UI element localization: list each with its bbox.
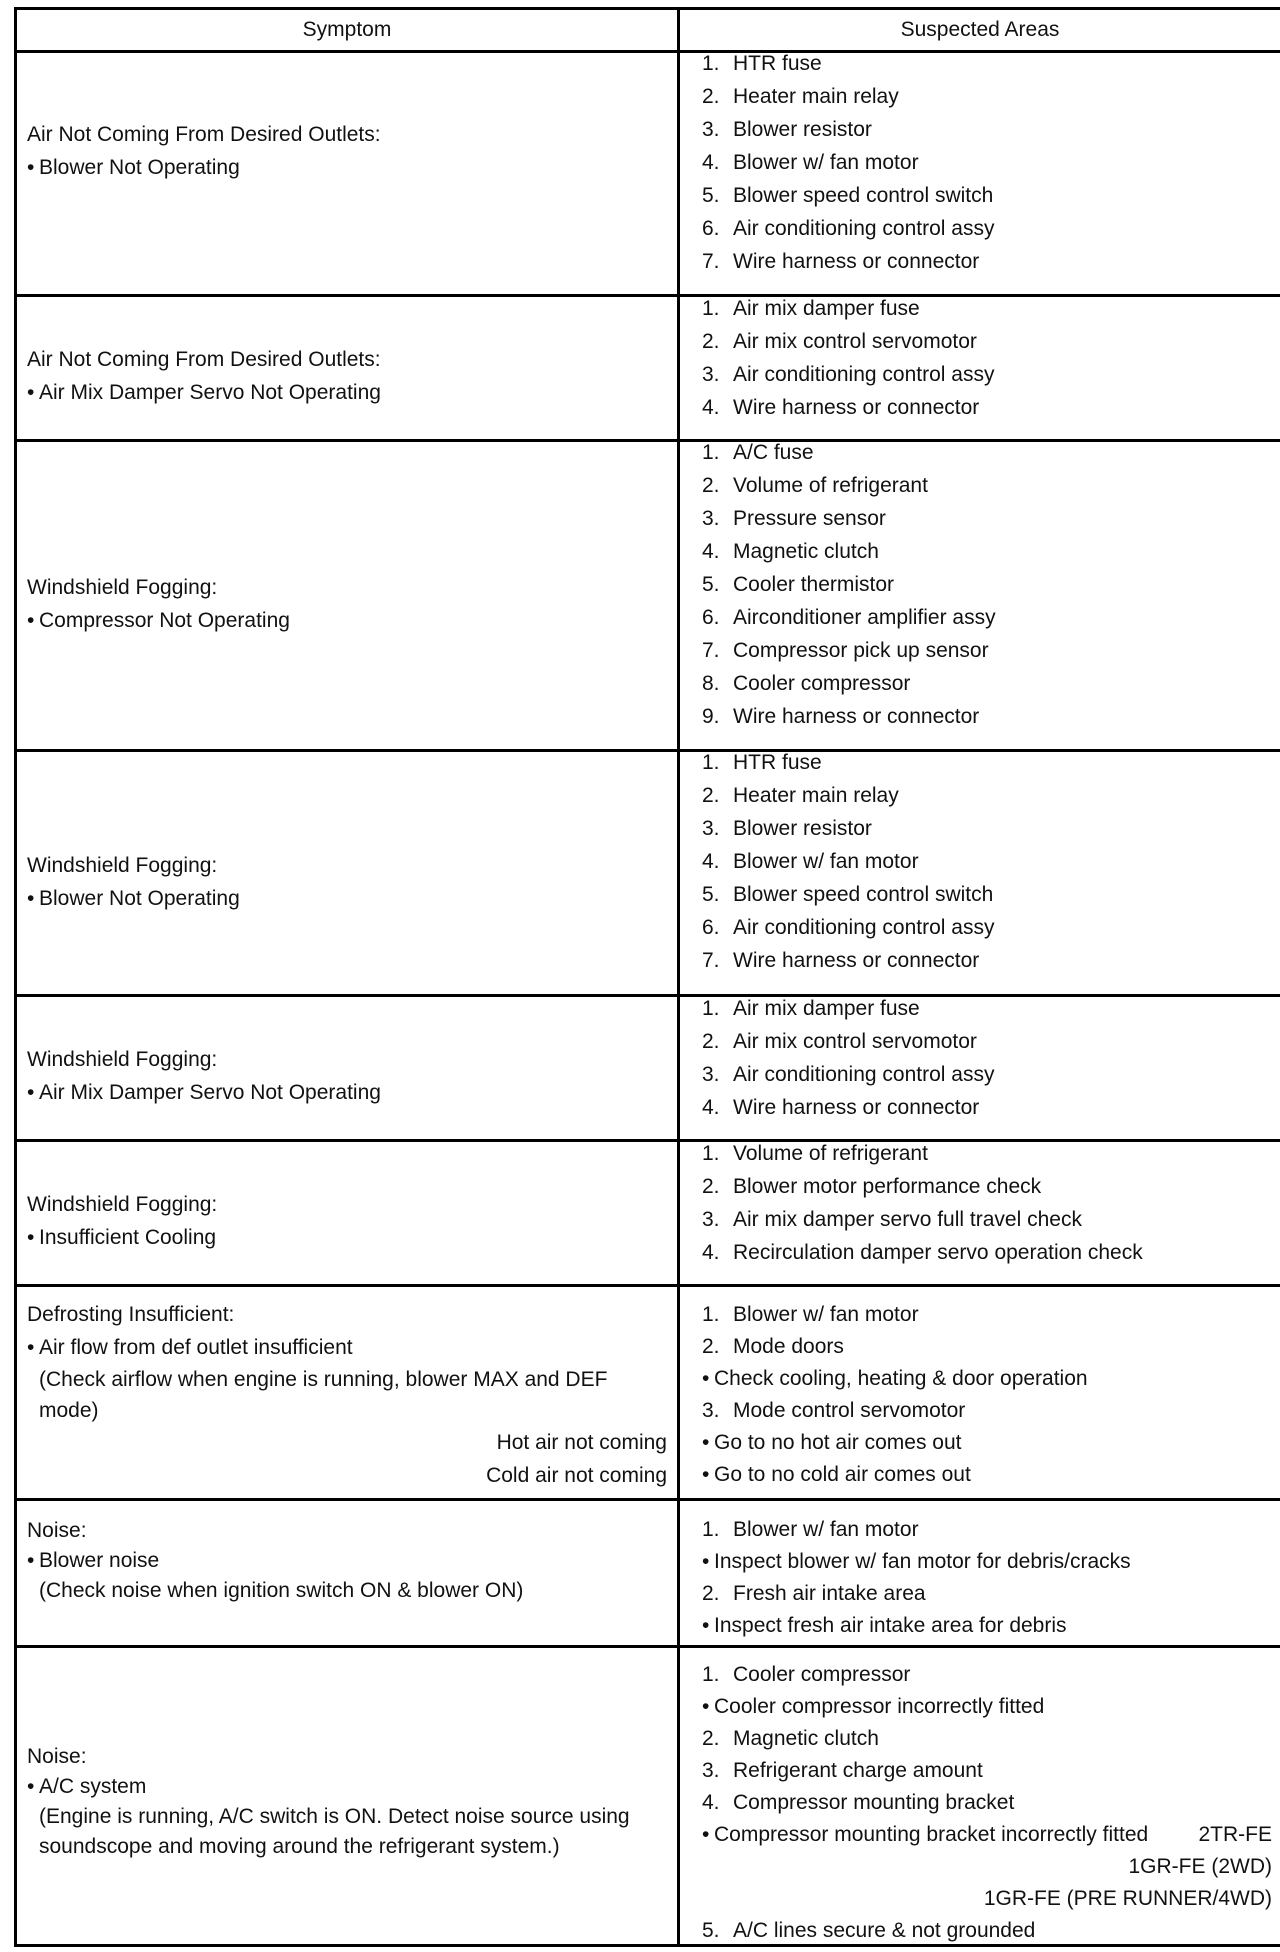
list-item: • Inspect fresh air intake area for debris xyxy=(702,1609,1272,1641)
bullet: • xyxy=(27,156,35,179)
symptom-cell xyxy=(27,1742,667,1862)
list-item: 1. Volume of refrigerant xyxy=(702,1137,1272,1170)
symptom-cell xyxy=(27,849,667,915)
list-item: • Check cooling, heating & door operation xyxy=(702,1362,1272,1394)
bullet: • xyxy=(27,887,35,910)
text-line: Windshield Fogging: xyxy=(27,1193,218,1216)
bullet: • xyxy=(27,1226,35,1249)
list-item: 5. Blower speed control switch xyxy=(702,878,1272,911)
list-item: 5. A/C lines secure & not grounded xyxy=(702,1914,1272,1946)
list-item: 1. Cooler compressor xyxy=(702,1658,1272,1690)
bullet: • xyxy=(27,381,35,404)
list-item: 1. HTR fuse xyxy=(702,746,1272,779)
item-number: 1. xyxy=(702,1142,720,1165)
item-number: 1. xyxy=(702,1518,720,1541)
text-line: • Air Mix Damper Servo Not Operating xyxy=(27,376,667,409)
list-item: 3. Air conditioning control assy xyxy=(702,358,1272,391)
item-number: 4. xyxy=(702,151,720,174)
item-number: 2. xyxy=(702,1030,720,1053)
suspected-areas-cell xyxy=(702,1513,1272,1641)
list-item: 2. Volume of refrigerant xyxy=(702,469,1272,502)
item-number: 2. xyxy=(702,1335,720,1358)
list-item: 3. Refrigerant charge amount xyxy=(702,1754,1272,1786)
item-number: 6. xyxy=(702,606,720,629)
text-line: Windshield Fogging: xyxy=(27,854,218,877)
list-item: 5. Cooler thermistor xyxy=(702,568,1272,601)
text-line: (Engine is running, A/C switch is ON. Detect noise source using soundscope and moving around the refrigerant system.) xyxy=(39,1805,630,1858)
bullet: • xyxy=(702,1823,710,1846)
list-item: 2. Mode doors xyxy=(702,1330,1272,1362)
bullet: • xyxy=(702,1463,710,1486)
suspected-areas-cell xyxy=(702,292,1272,424)
text-line: • Compressor Not Operating xyxy=(27,604,667,637)
item-number: 3. xyxy=(702,1759,720,1782)
list-item: 3. Blower resistor xyxy=(702,812,1272,845)
item-number: 8. xyxy=(702,672,720,695)
list-item: 5. Blower speed control switch xyxy=(702,179,1272,212)
text-line: • Blower Not Operating xyxy=(27,882,667,915)
list-item: 1. Blower w/ fan motor xyxy=(702,1298,1272,1330)
item-number: 5. xyxy=(702,184,720,207)
item-number: 6. xyxy=(702,217,720,240)
bullet: • xyxy=(27,1775,35,1798)
list-item: 2. Fresh air intake area xyxy=(702,1577,1272,1609)
bullet: • xyxy=(702,1367,710,1390)
text-line: • Blower Not Operating xyxy=(27,151,667,184)
list-item: 1. Blower w/ fan motor xyxy=(702,1513,1272,1545)
item-number: 3. xyxy=(702,507,720,530)
text-line: Noise: xyxy=(27,1745,87,1768)
item-number: 2. xyxy=(702,474,720,497)
list-item: 6. Air conditioning control assy xyxy=(702,212,1272,245)
text-line: (Check airflow when engine is running, blower MAX and DEF mode) xyxy=(39,1368,608,1422)
item-number: 7. xyxy=(702,250,720,273)
suspected-areas-cell xyxy=(702,1137,1272,1269)
item-number: 1. xyxy=(702,1663,720,1686)
item-number: 3. xyxy=(702,817,720,840)
header-suspected-areas: Suspected Areas xyxy=(900,18,1060,41)
item-number: 2. xyxy=(702,1727,720,1750)
item-number: 7. xyxy=(702,949,720,972)
suspected-areas-cell xyxy=(702,47,1272,278)
item-number: 2. xyxy=(702,784,720,807)
troubleshooting-table xyxy=(14,7,1280,1947)
header-symptom: Symptom xyxy=(302,18,392,41)
item-number: 1. xyxy=(702,52,720,75)
item-number: 4. xyxy=(702,1241,720,1264)
list-item: 3. Air conditioning control assy xyxy=(702,1058,1272,1091)
item-number: 1. xyxy=(702,441,720,464)
list-item: 1. Air mix damper fuse xyxy=(702,292,1272,325)
list-item: 4. Wire harness or connector xyxy=(702,391,1272,424)
list-item: 7. Wire harness or connector xyxy=(702,944,1272,977)
list-item: 7. Compressor pick up sensor xyxy=(702,634,1272,667)
bullet: • xyxy=(702,1550,710,1573)
text-line: • Air flow from def outlet insufficient xyxy=(27,1331,667,1364)
item-number: 1. xyxy=(702,297,720,320)
list-item: 2. Air mix control servomotor xyxy=(702,325,1272,358)
item-number: 3. xyxy=(702,1063,720,1086)
list-item: 1. HTR fuse xyxy=(702,47,1272,80)
item-number: 1. xyxy=(702,1303,720,1326)
list-item: 3. Mode control servomotor xyxy=(702,1394,1272,1426)
item-number: 2. xyxy=(702,1175,720,1198)
list-item: 1. Air mix damper fuse xyxy=(702,992,1272,1025)
item-number: 4. xyxy=(702,850,720,873)
list-item: 9. Wire harness or connector xyxy=(702,700,1272,733)
list-item: 1. A/C fuse xyxy=(702,436,1272,469)
list-item: 2. Blower motor performance check xyxy=(702,1170,1272,1203)
column-divider xyxy=(677,10,680,1944)
suspected-areas-cell xyxy=(702,992,1272,1124)
list-item: • Cooler compressor incorrectly fitted xyxy=(702,1690,1272,1722)
list-item: 3. Blower resistor xyxy=(702,113,1272,146)
list-item: 2. Heater main relay xyxy=(702,779,1272,812)
item-number: 5. xyxy=(702,883,720,906)
bullet: • xyxy=(702,1695,710,1718)
suspected-areas-cell xyxy=(702,1298,1272,1490)
text-line: Noise: xyxy=(27,1519,87,1542)
text-line: Air Not Coming From Desired Outlets: xyxy=(27,123,381,146)
item-number: 3. xyxy=(702,118,720,141)
list-item: 4. Blower w/ fan motor xyxy=(702,146,1272,179)
list-item: 3. Air mix damper servo full travel check xyxy=(702,1203,1272,1236)
symptom-cell xyxy=(27,571,667,637)
item-number: 5. xyxy=(702,1919,720,1942)
item-number: 3. xyxy=(702,363,720,386)
list-item: 3. Pressure sensor xyxy=(702,502,1272,535)
bullet: • xyxy=(27,1081,35,1104)
text-line: Defrosting Insufficient: xyxy=(27,1303,235,1326)
item-number: 4. xyxy=(702,396,720,419)
item-number: 6. xyxy=(702,916,720,939)
bullet: • xyxy=(702,1614,710,1637)
list-item: • Inspect blower w/ fan motor for debris/cracks xyxy=(702,1545,1272,1577)
text-line: Windshield Fogging: xyxy=(27,1048,218,1071)
text-line: Hot air not coming xyxy=(496,1431,667,1454)
item-number: 4. xyxy=(702,540,720,563)
text-line: Windshield Fogging: xyxy=(27,576,218,599)
text-line: • Air Mix Damper Servo Not Operating xyxy=(27,1076,667,1109)
item-number: 1. xyxy=(702,997,720,1020)
suspected-areas-cell xyxy=(702,436,1272,733)
list-item: 4. Blower w/ fan motor xyxy=(702,845,1272,878)
suspected-areas-cell xyxy=(702,746,1272,977)
item-number: 4. xyxy=(702,1791,720,1814)
list-item: • Go to no hot air comes out xyxy=(702,1426,1272,1458)
text-line: • A/C system xyxy=(27,1772,667,1802)
item-number: 3. xyxy=(702,1399,720,1422)
item-number: 3. xyxy=(702,1208,720,1231)
bullet: • xyxy=(702,1431,710,1454)
item-number: 1. xyxy=(702,751,720,774)
item-number: 2. xyxy=(702,330,720,353)
list-item: 4. Compressor mounting bracket xyxy=(702,1786,1272,1818)
list-item: • Go to no cold air comes out xyxy=(702,1458,1272,1490)
item-number: 4. xyxy=(702,1096,720,1119)
text-line: • Insufficient Cooling xyxy=(27,1221,667,1254)
list-item: 2. Heater main relay xyxy=(702,80,1272,113)
item-number: 9. xyxy=(702,705,720,728)
list-item: 4. Recirculation damper servo operation check xyxy=(702,1236,1272,1269)
list-item: 4. Wire harness or connector xyxy=(702,1091,1272,1124)
list-item: 1GR-FE (PRE RUNNER/4WD) xyxy=(983,1887,1272,1910)
bullet: • xyxy=(27,609,35,632)
list-item: 1GR-FE (2WD) xyxy=(1128,1855,1272,1878)
symptom-cell xyxy=(27,1188,667,1254)
item-number: 7. xyxy=(702,639,720,662)
bullet: • xyxy=(27,1549,35,1572)
symptom-cell xyxy=(27,118,667,184)
list-item: 2. Magnetic clutch xyxy=(702,1722,1272,1754)
list-item: 4. Magnetic clutch xyxy=(702,535,1272,568)
list-item: • Compressor mounting bracket incorrectly fitted 2TR-FE xyxy=(702,1818,1272,1850)
list-item: 2. Air mix control servomotor xyxy=(702,1025,1272,1058)
item-number: 2. xyxy=(702,85,720,108)
symptom-cell xyxy=(27,1043,667,1109)
list-item: 8. Cooler compressor xyxy=(702,667,1272,700)
item-number: 5. xyxy=(702,573,720,596)
symptom-cell xyxy=(27,1516,667,1606)
row-divider xyxy=(17,1498,1280,1501)
list-item: 6. Airconditioner amplifier assy xyxy=(702,601,1272,634)
list-item: 6. Air conditioning control assy xyxy=(702,911,1272,944)
bullet: • xyxy=(27,1336,35,1359)
text-line: (Check noise when ignition switch ON & blower ON) xyxy=(39,1579,524,1602)
symptom-cell xyxy=(27,1298,667,1492)
item-number: 2. xyxy=(702,1582,720,1605)
text-line: • Blower noise xyxy=(27,1546,667,1576)
row-divider xyxy=(17,1645,1280,1648)
row-divider xyxy=(17,1284,1280,1287)
text-line: Air Not Coming From Desired Outlets: xyxy=(27,348,381,371)
text-line: Cold air not coming xyxy=(486,1464,667,1487)
symptom-cell xyxy=(27,343,667,409)
list-item: 7. Wire harness or connector xyxy=(702,245,1272,278)
suspected-areas-cell xyxy=(702,1658,1272,1946)
